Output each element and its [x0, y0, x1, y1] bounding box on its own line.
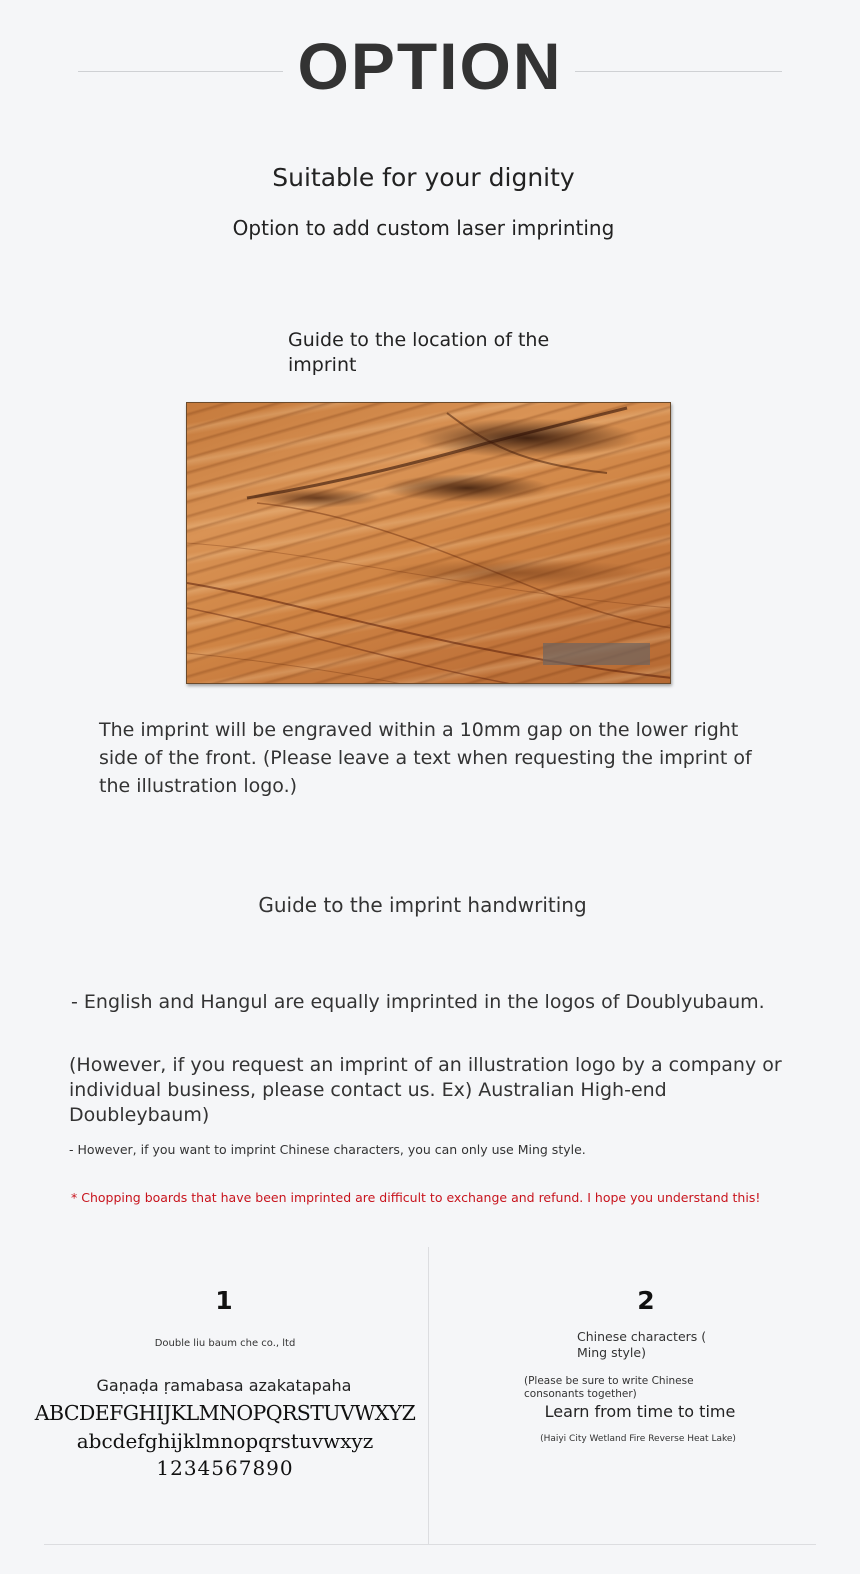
tagline: Option to add custom laser imprinting [232, 216, 615, 240]
bottom-rule [44, 1544, 816, 1545]
chinese-characters-note: - However, if you want to imprint Chinese characters, you can only use Ming style. [69, 1142, 586, 1157]
wood-board-image [186, 402, 671, 684]
option-1-digits: 1234567890 [156, 1456, 294, 1480]
page-title: OPTION [297, 29, 563, 103]
handwriting-guide-heading: Guide to the imprint handwriting [258, 893, 587, 917]
illustration-logo-note: (However, if you request an imprint of an illustration logo by a company or individual business, please contact us. Ex) Australian High-end Doubleybaum) [69, 1054, 782, 1126]
option-2-sample-translation: (Haiyi City Wetland Fire Reverse Heat Lake) [540, 1434, 736, 1444]
location-guide-heading: Guide to the location of the imprint [288, 329, 550, 376]
english-hangul-note: - English and Hangul are equally imprinted in the logos of Doublyubaum. [71, 991, 765, 1013]
column-divider [428, 1247, 429, 1544]
option-2-sample: Learn from time to time [544, 1402, 736, 1421]
refund-warning: * Chopping boards that have been imprinted are difficult to exchange and refund. I hope you understand this! [71, 1190, 761, 1205]
option-1-hangul-sample: Gaṇaḍa ṛamabasa azakatapaha [96, 1376, 352, 1395]
option-2-chinese-label: Chinese characters ( Ming style) [577, 1329, 707, 1360]
option-1-number: 1 [215, 1286, 233, 1315]
subtitle: Suitable for your dignity [272, 163, 575, 192]
option-1-lowercase: abcdefghijklmnopqrstuvwxyz [76, 1429, 374, 1453]
wood-grain-lines [187, 403, 671, 684]
option-1-company: Double liu baum che co., ltd [154, 1338, 296, 1349]
location-description: The imprint will be engraved within a 10mm gap on the lower right side of the front. (Please leave a text when requesting the imprint of the illustration logo.) [99, 719, 752, 797]
option-2-note: (Please be sure to write Chinese consonants together) [524, 1375, 694, 1400]
imprint-area-marker [543, 643, 650, 665]
option-1-uppercase: ABCDEFGHIJKLMNOPQRSTUVWXYZ [34, 1401, 416, 1425]
option-2-number: 2 [637, 1286, 655, 1315]
